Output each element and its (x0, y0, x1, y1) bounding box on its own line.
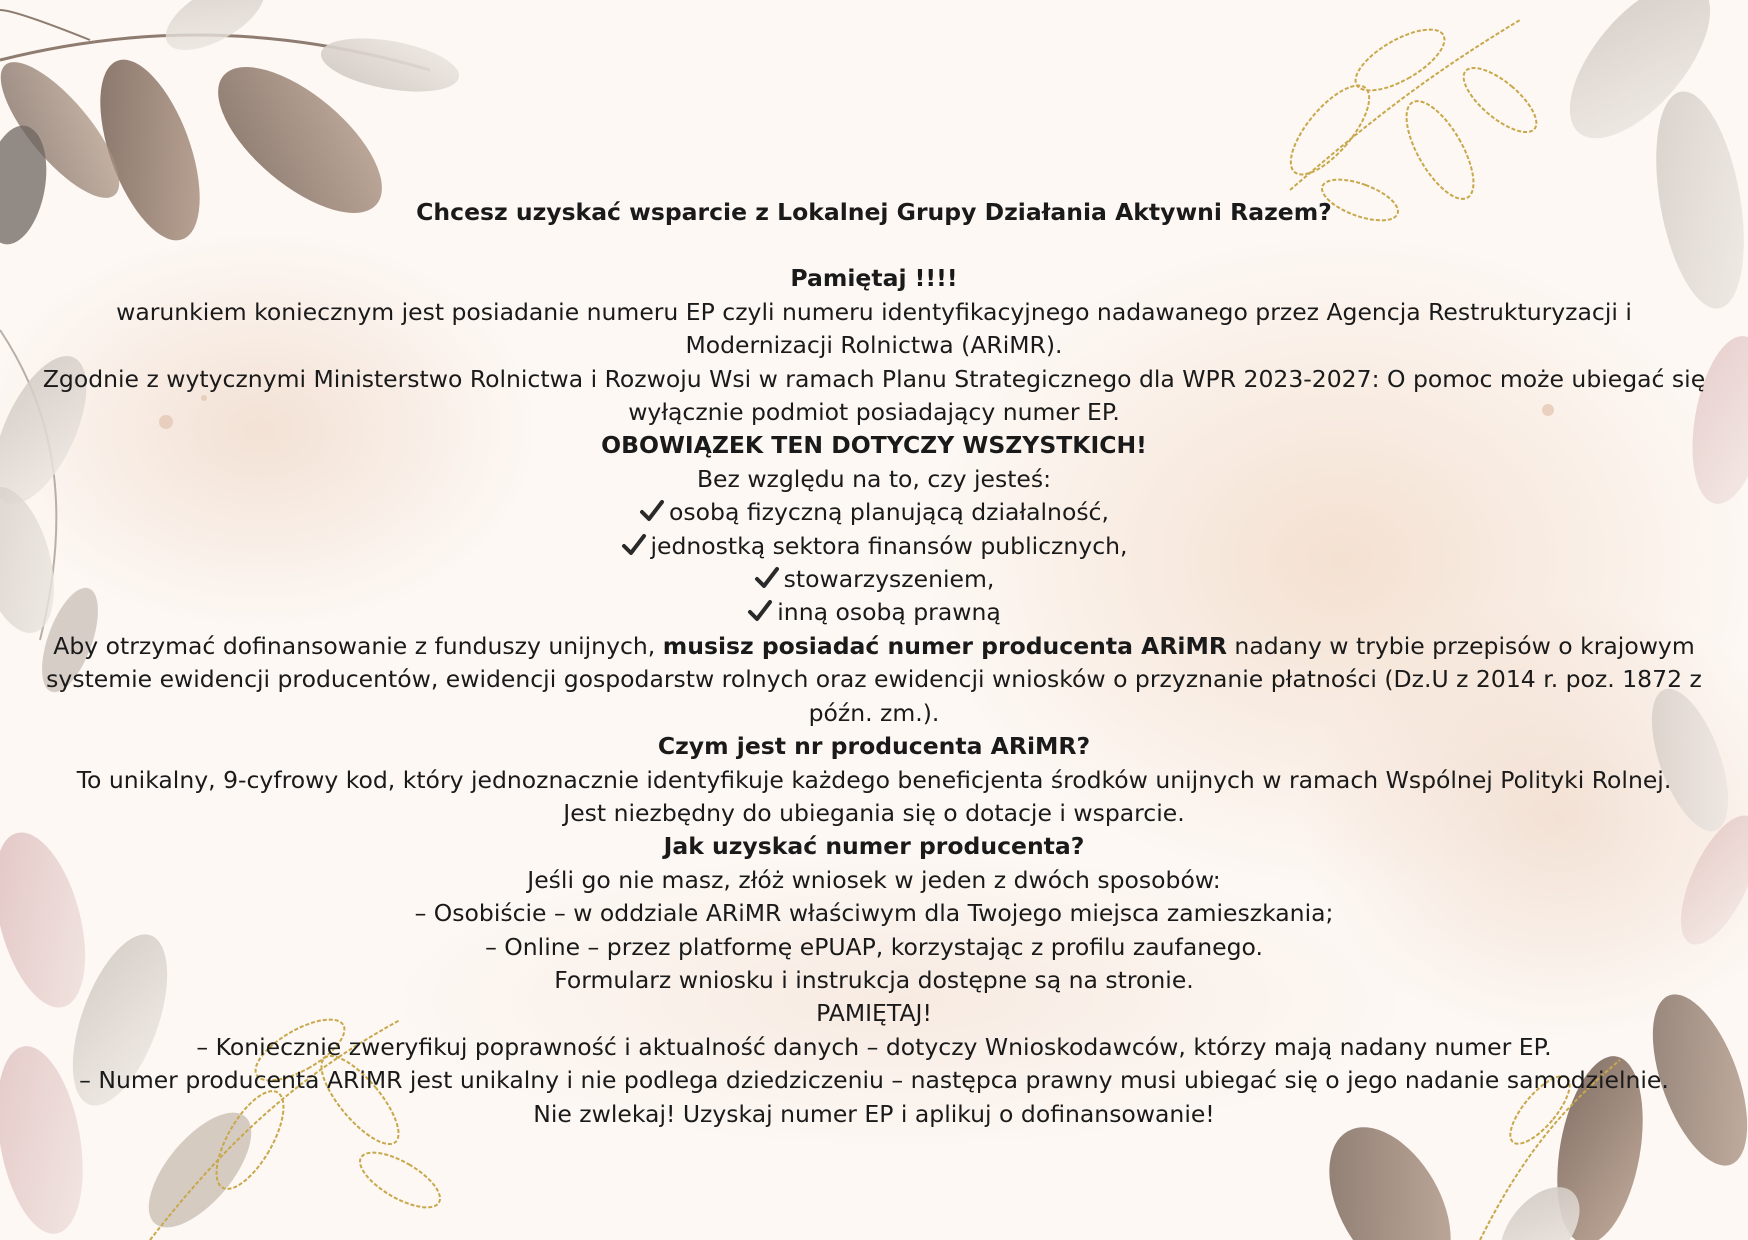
regardless-line: Bez względu na to, czy jesteś: (696, 464, 1052, 493)
closing-line: Nie zwlekaj! Uzyskaj numer EP i aplikuj o dofinansowanie! (533, 1099, 1215, 1128)
funding-text-post: nadany w trybie przepisów o krajowym systemie ewidencji producentów, ewidencji gospodarstw rolnych oraz ewidencji wniosków o przyznanie płatności (Dz.U z 2014 r. poz. 1872 z późn. zm.). (46, 631, 1702, 727)
funding-paragraph (40, 630, 1708, 730)
checkmark-icon (621, 533, 647, 557)
reminder-heading: PAMIĘTAJ! (816, 999, 932, 1028)
what-is-text: To unikalny, 9-cyfrowy kod, który jednoznacznie identyfikuje każdego beneficjenta środków unijnych w ramach Wspólnej Polityki Rolnej. (76, 765, 1672, 794)
guidelines-paragraph: Zgodnie z wytycznymi Ministerstwo Rolnictwa i Rozwoju Wsi w ramach Planu Strategicznego dla WPR 2023-2027: O pomoc może ubiegać się wyłącznie podmiot posiadający numer EP. (42, 364, 1706, 427)
spacer (40, 229, 1708, 262)
checklist-item (40, 496, 1708, 529)
checkmark-icon (754, 566, 780, 590)
checkmark-icon (639, 499, 665, 523)
document-body (40, 196, 1708, 1131)
checkmark-icon (747, 599, 773, 623)
page-title: Chcesz uzyskać wsparcie z Lokalnej Grupy Działania Aktywni Razem? (416, 198, 1332, 226)
how-online: – Online – przez platformę ePUAP, korzystając z profilu zaufanego. (485, 932, 1263, 961)
checklist-item-label: inną osobą prawną (777, 598, 1001, 627)
reminder-item: – Koniecznie zweryfikuj poprawność i aktualność danych – dotyczy Wnioskodawców, którzy mają nadany numer EP. (196, 1032, 1552, 1061)
funding-text-pre: Aby otrzymać dofinansowanie z funduszy unijnych, (53, 631, 663, 660)
checklist-item-label: osobą fizyczną planującą działalność, (669, 498, 1109, 527)
what-is-text: Jest niezbędny do ubiegania się o dotacje i wsparcie. (563, 798, 1185, 827)
intro-paragraph: warunkiem koniecznym jest posiadanie numeru EP czyli numeru identyfikacyjnego nadawanego przez Agencja Restrukturyzacji i Modernizacji Rolnictwa (ARiMR). (116, 297, 1632, 360)
what-is-heading: Czym jest nr producenta ARiMR? (657, 732, 1091, 761)
how-heading: Jak uzyskać numer producenta? (663, 832, 1085, 861)
reminder-item: – Numer producenta ARiMR jest unikalny i nie podlega dziedziczeniu – następca prawny musi ubiegać się o jego nadanie samodzielnie. (79, 1066, 1669, 1095)
remember-heading: Pamiętaj !!!! (790, 264, 958, 293)
funding-text-bold: musisz posiadać numer producenta ARiMR (662, 631, 1227, 660)
checklist-item-label: stowarzyszeniem, (783, 565, 995, 594)
checklist-item (40, 596, 1708, 629)
obligation-heading: OBOWIĄZEK TEN DOTYCZY WSZYSTKICH! (601, 431, 1147, 460)
how-personal: – Osobiście – w oddziale ARiMR właściwym dla Twojego miejsca zamieszkania; (414, 899, 1334, 928)
checklist-item (40, 530, 1708, 563)
how-form: Formularz wniosku i instrukcja dostępne są na stronie. (554, 965, 1194, 994)
checklist-item-label: jednostką sektora finansów publicznych, (650, 531, 1128, 560)
how-intro: Jeśli go nie masz, złóż wniosek w jeden z dwóch sposobów: (527, 865, 1221, 894)
checklist-item (40, 563, 1708, 596)
